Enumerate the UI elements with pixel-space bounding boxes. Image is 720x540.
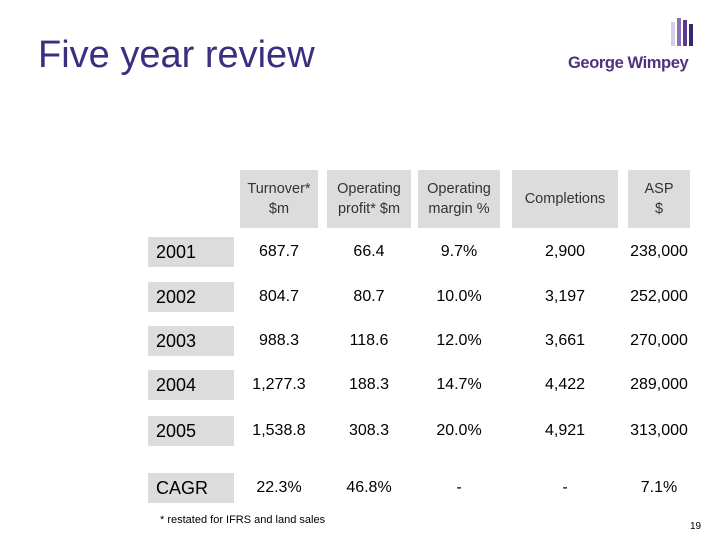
row-label-2004: 2004	[148, 370, 234, 400]
table-cell: 289,000	[630, 376, 688, 393]
header-operating-profit: Operating profit* $m	[327, 170, 411, 228]
row-label-2003: 2003	[148, 326, 234, 356]
table-cell: 20.0%	[436, 422, 482, 439]
footnote: * restated for IFRS and land sales	[160, 514, 326, 526]
table-cell: 687.7	[258, 243, 300, 260]
table-cell: 270,000	[630, 332, 688, 349]
row-label-cagr: CAGR	[148, 473, 234, 503]
table-cell: 3,197	[544, 288, 586, 305]
table-cell: 10.0%	[436, 288, 482, 305]
row-label-2002: 2002	[148, 282, 234, 312]
table-cell: 2,900	[544, 243, 586, 260]
company-logo	[568, 18, 696, 70]
table-cell: 3,661	[544, 332, 586, 349]
table-cell: 4,422	[544, 376, 586, 393]
table-cell: 252,000	[630, 288, 688, 305]
table-cell: 14.7%	[436, 376, 482, 393]
header-turnover: Turnover* $m	[240, 170, 318, 228]
header-operating-margin: Operating margin %	[418, 170, 500, 228]
table-cell: 80.7	[353, 288, 385, 305]
table-cell: 1,277.3	[252, 376, 306, 393]
table-cell: 46.8%	[346, 479, 392, 496]
table-cell: 313,000	[630, 422, 688, 439]
table-cell: 188.3	[348, 376, 390, 393]
table-cell: -	[456, 479, 462, 496]
table-cell: 238,000	[630, 243, 688, 260]
table-cell: 7.1%	[640, 479, 678, 496]
table-cell: 988.3	[258, 332, 300, 349]
logo-bars-icon	[671, 18, 695, 46]
table-cell: 12.0%	[436, 332, 482, 349]
table-cell: 1,538.8	[252, 422, 306, 439]
logo-wordmark: George Wimpey	[568, 54, 689, 72]
table-cell: 804.7	[258, 288, 300, 305]
table-cell: 4,921	[544, 422, 586, 439]
header-completions: Completions	[512, 170, 618, 228]
table-cell: 22.3%	[256, 479, 302, 496]
table-cell: 66.4	[353, 243, 385, 260]
table-cell: 308.3	[348, 422, 390, 439]
slide-title: Five year review	[38, 34, 315, 76]
page-number: 19	[690, 521, 702, 532]
table-cell: -	[562, 479, 568, 496]
table-cell: 118.6	[349, 332, 389, 349]
row-label-2001: 2001	[148, 237, 234, 267]
header-asp: ASP $	[628, 170, 690, 228]
row-label-2005: 2005	[148, 416, 234, 446]
table-cell: 9.7%	[440, 243, 478, 260]
